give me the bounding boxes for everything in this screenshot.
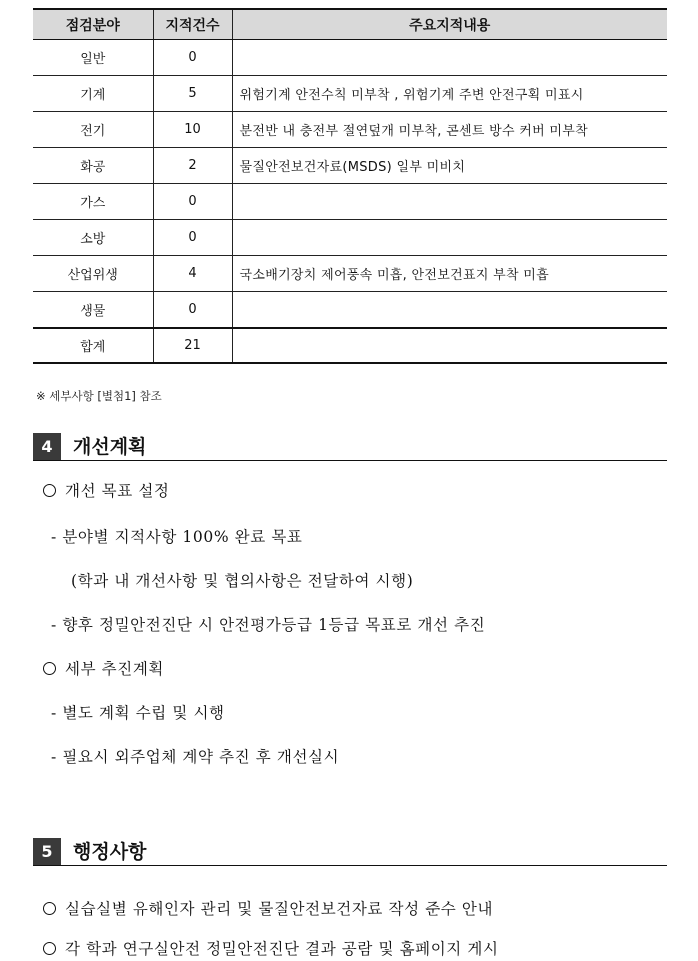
row-field: 소방	[33, 220, 153, 256]
total-label: 합계	[33, 328, 153, 363]
row-content: 국소배기장치 제어풍속 미흡, 안전보건표지 부착 미흡	[232, 256, 667, 292]
row-field: 기계	[33, 76, 153, 112]
row-field: 생물	[33, 292, 153, 329]
row-content: 분전반 내 충전부 절연덮개 미부착, 콘센트 방수 커버 미부착	[232, 112, 667, 148]
row-count: 10	[153, 112, 232, 148]
row-field: 가스	[33, 184, 153, 220]
circle-bullet-icon	[43, 484, 56, 497]
section-title: 행정사항	[73, 841, 147, 863]
table-row	[33, 220, 667, 256]
row-field: 전기	[33, 112, 153, 148]
row-count: 4	[153, 256, 232, 292]
plan-subitem-note: (학과 내 개선사항 및 협의사항은 전달하여 시행)	[71, 572, 414, 590]
row-content: 물질안전보건자료(MSDS) 일부 미비치	[232, 148, 667, 184]
section-5-heading	[33, 838, 667, 866]
total-count: 21	[153, 328, 232, 363]
row-content	[232, 184, 667, 220]
inspection-results-table	[33, 8, 667, 364]
row-content	[232, 220, 667, 256]
admin-item: 실습실별 유해인자 관리 및 물질안전보건자료 작성 준수 안내	[43, 897, 493, 919]
plan-subitem: - 필요시 외주업체 계약 추진 후 개선실시	[51, 748, 340, 766]
table-row	[33, 292, 667, 329]
circle-bullet-icon	[43, 942, 56, 955]
total-content	[232, 328, 667, 363]
section-title: 개선계획	[73, 436, 147, 458]
section-4-heading	[33, 433, 667, 461]
table-row	[33, 256, 667, 292]
row-field: 화공	[33, 148, 153, 184]
table-total-row	[33, 328, 667, 363]
plan-subitem: - 향후 정밀안전진단 시 안전평가등급 1등급 목표로 개선 추진	[51, 616, 486, 634]
plan-subitem: - 분야별 지적사항 100% 완료 목표	[51, 528, 303, 546]
row-count: 5	[153, 76, 232, 112]
table-row	[33, 184, 667, 220]
header-content: 주요지적내용	[232, 9, 667, 40]
row-content	[232, 40, 667, 76]
section-number: 4	[33, 433, 61, 460]
plan-subitem: - 별도 계획 수립 및 시행	[51, 704, 225, 722]
table-row	[33, 112, 667, 148]
row-content	[232, 292, 667, 329]
reference-note: ※ 세부사항 [별첨1] 참조	[36, 389, 162, 403]
plan-goal-item: 개선 목표 설정	[43, 479, 170, 501]
row-count: 0	[153, 220, 232, 256]
table-row	[33, 40, 667, 76]
table-header-row	[33, 9, 667, 40]
circle-bullet-icon	[43, 662, 56, 675]
table-row	[33, 76, 667, 112]
header-count: 지적건수	[153, 9, 232, 40]
section-number: 5	[33, 838, 61, 865]
circle-bullet-icon	[43, 902, 56, 915]
row-count: 0	[153, 184, 232, 220]
row-count: 2	[153, 148, 232, 184]
table-row	[33, 148, 667, 184]
row-content: 위험기계 안전수칙 미부착 , 위험기계 주변 안전구획 미표시	[232, 76, 667, 112]
row-count: 0	[153, 292, 232, 329]
row-field: 산업위생	[33, 256, 153, 292]
row-count: 0	[153, 40, 232, 76]
plan-detail-item: 세부 추진계획	[43, 657, 164, 679]
admin-item: 각 학과 연구실안전 정밀안전진단 결과 공람 및 홈페이지 게시	[43, 937, 499, 959]
header-field: 점검분야	[33, 9, 153, 40]
row-field: 일반	[33, 40, 153, 76]
